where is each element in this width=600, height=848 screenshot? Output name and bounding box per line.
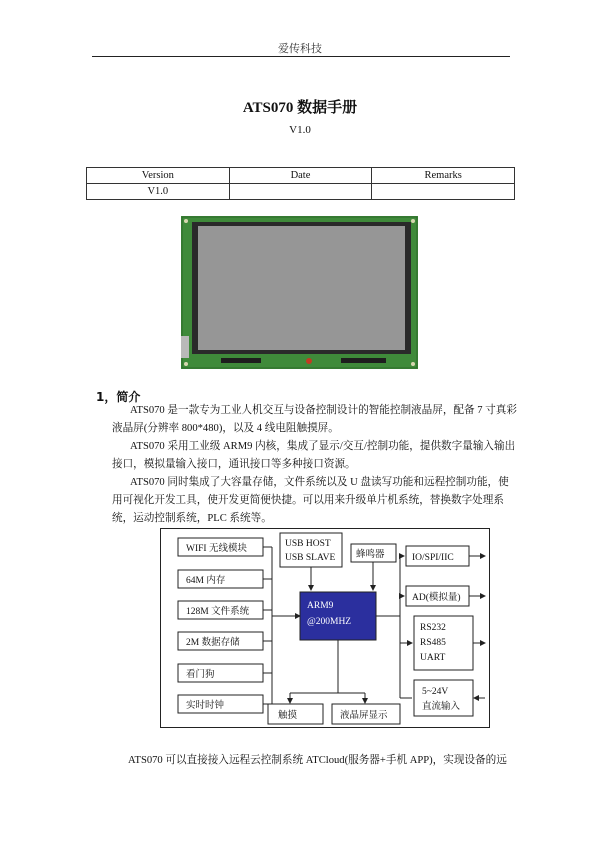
paragraph-text: ATS070 同时集成了大容量存储，文件系统以及 U 盘读写功能和远程控制功能，使用可视化开发工具，使开发更简便快捷。可以用来升级单片机系统，替换数字处理系统，运动控制系统，PLC 系统等。 (112, 477, 509, 524)
cpu-label: ARM9 (307, 601, 334, 611)
document-title: ATS070 数据手册 (242, 100, 358, 116)
product-photo (181, 216, 418, 369)
table-header-cell: Remarks (372, 168, 515, 184)
header-company: 爱传科技 (278, 43, 322, 55)
version-table (86, 167, 515, 200)
header-pins (221, 358, 261, 363)
lcd-display-label: 液晶屏显示 (340, 711, 388, 721)
usb-host-label: USB HOST (285, 539, 331, 549)
table-header-cell: Version (87, 168, 230, 184)
paragraph-text: ATS070 是一款专为工业人机交互与设备控制设计的智能控制液晶屏，配备 7 寸真彩液晶屏(分辨率 800*480)，以及 4 线电阻触摸屏。 (112, 405, 517, 434)
mount-hole (184, 362, 188, 366)
table-header-row (87, 168, 515, 184)
serial-label: RS232 (420, 623, 446, 633)
block-diagram (160, 528, 490, 728)
block-ram-label: 64M 内存 (186, 576, 226, 586)
block-cpu (300, 592, 376, 640)
connector (181, 336, 189, 358)
block-rtc-label: 实时时钟 (186, 701, 225, 711)
status-led (306, 358, 312, 364)
mount-hole (411, 219, 415, 223)
table-row (87, 184, 515, 200)
cpu-speed-label: @200MHZ (307, 617, 352, 627)
block-datastore-label: 2M 数据存储 (186, 638, 240, 648)
mount-hole (411, 362, 415, 366)
power-input-label: 直流输入 (422, 702, 461, 712)
document-version: V1.0 (289, 124, 311, 136)
table-header-cell: Date (229, 168, 372, 184)
usb-slave-label: USB SLAVE (285, 553, 336, 563)
paragraph (112, 402, 517, 438)
table-cell: V1.0 (87, 184, 230, 200)
buzzer-label: 蜂鸣器 (356, 550, 385, 560)
power-voltage-label: 5~24V (422, 687, 449, 697)
left-blocks (178, 538, 263, 713)
serial-label: RS485 (420, 638, 446, 648)
block-wifi-label: WIFI 无线模块 (186, 544, 247, 554)
serial-label: UART (420, 653, 446, 663)
paragraph-text: ATS070 采用工业级 ARM9 内核，集成了显示/交互/控制功能，提供数字量输入输出接口，模拟量输入接口，通讯接口等多种接口资源。 (112, 441, 516, 470)
block-filesystem-label: 128M 文件系统 (186, 607, 250, 617)
block-watchdog-label: 看门狗 (186, 670, 215, 680)
display-glare (198, 226, 405, 350)
ad-label: AD(模拟量) (412, 593, 461, 603)
paragraph (112, 438, 517, 474)
table-cell (372, 184, 515, 200)
mount-hole (184, 219, 188, 223)
header-pins (341, 358, 386, 363)
section-title: 1，简介 (96, 390, 141, 404)
header-rule (92, 56, 510, 57)
io-label: IO/SPI/IIC (412, 553, 454, 563)
bottom-paragraph: ATS070 可以直接接入远程云控制系统 ATCloud(服务器+手机 APP)，实现设备的远 (128, 755, 507, 766)
table-cell (229, 184, 372, 200)
touch-label: 触摸 (278, 711, 298, 721)
paragraph (112, 474, 517, 528)
